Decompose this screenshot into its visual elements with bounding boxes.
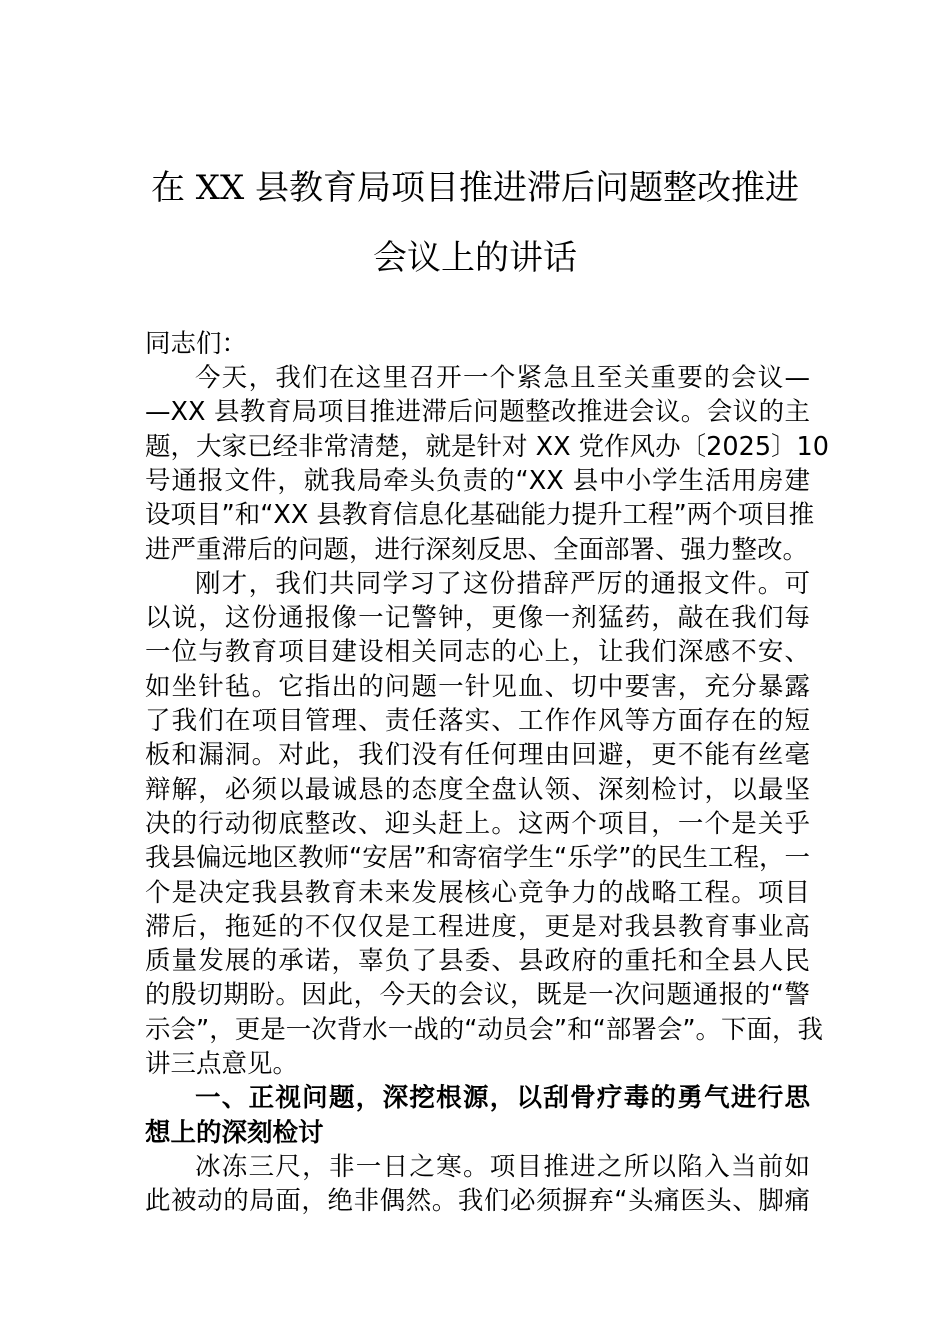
paragraph-line: 讲三点意见。 [145,1049,299,1079]
paragraph-line: 一位与教育项目建设相关同志的心上，让我们深感不安、 [145,637,810,667]
paragraph-line: 辩解，必须以最诚恳的态度全盘认领、深刻检讨，以最坚 [145,775,810,805]
paragraph-line: 进严重滞后的问题，进行深刻反思、全面部署、强力整改。 [145,535,809,565]
document-title-line-1: 在 XX 县教育局项目推进滞后问题整改推进 [150,168,800,208]
paragraph-line: 冰冻三尺，非一日之寒。项目推进之所以陷入当前如 [195,1152,810,1182]
section-heading-line: 想上的深刻检讨 [145,1118,324,1148]
paragraph-line: 了我们在项目管理、责任落实、工作作风等方面存在的短 [145,706,810,736]
paragraph-line: 板和漏洞。对此，我们没有任何理由回避，更不能有丝毫 [145,740,810,770]
document-title-line-2: 会议上的讲话 [373,238,577,278]
paragraph-line: 决的行动彻底整改、迎头赶上。这两个项目，一个是关乎 [145,809,810,839]
paragraph-line: 的殷切期盼。因此，今天的会议，既是一次问题通报的“警 [145,980,810,1010]
paragraph-line: 号通报文件，就我局牵头负责的“XX 县中小学生活用房建 [145,466,810,496]
paragraph-line: 以说，这份通报像一记警钟，更像一剂猛药，敲在我们每 [145,603,810,633]
paragraph-line: 个是决定我县教育未来发展核心竞争力的战略工程。项目 [145,878,810,908]
paragraph-line: 我县偏远地区教师“安居”和寄宿学生“乐学”的民生工程，一 [145,843,810,873]
paragraph-line: 如坐针毡。它指出的问题一针见血、切中要害，充分暴露 [145,672,810,702]
paragraph-line: —XX 县教育局项目推进滞后问题整改推进会议。会议的主 [145,397,810,427]
paragraph-line: 质量发展的承诺，辜负了县委、县政府的重托和全县人民 [145,946,810,976]
paragraph-line: 此被动的局面，绝非偶然。我们必须摒弃“头痛医头、脚痛 [145,1186,810,1216]
paragraph-line: 题，大家已经非常清楚，就是针对 XX 党作风办〔2025〕10 [145,432,829,462]
salutation: 同志们： [145,329,248,359]
paragraph-line: 示会”，更是一次背水一战的“动员会”和“部署会”。下面，我 [145,1015,824,1045]
paragraph-line: 刚才，我们共同学习了这份措辞严厉的通报文件。可 [195,569,810,599]
section-heading-line: 一、正视问题，深挖根源，以刮骨疗毒的勇气进行思 [195,1083,810,1113]
paragraph-line: 今天，我们在这里召开一个紧急且至关重要的会议— [195,363,810,393]
paragraph-line: 设项目”和“XX 县教育信息化基础能力提升工程”两个项目推 [145,500,815,530]
paragraph-line: 滞后，拖延的不仅仅是工程进度，更是对我县教育事业高 [145,912,810,942]
